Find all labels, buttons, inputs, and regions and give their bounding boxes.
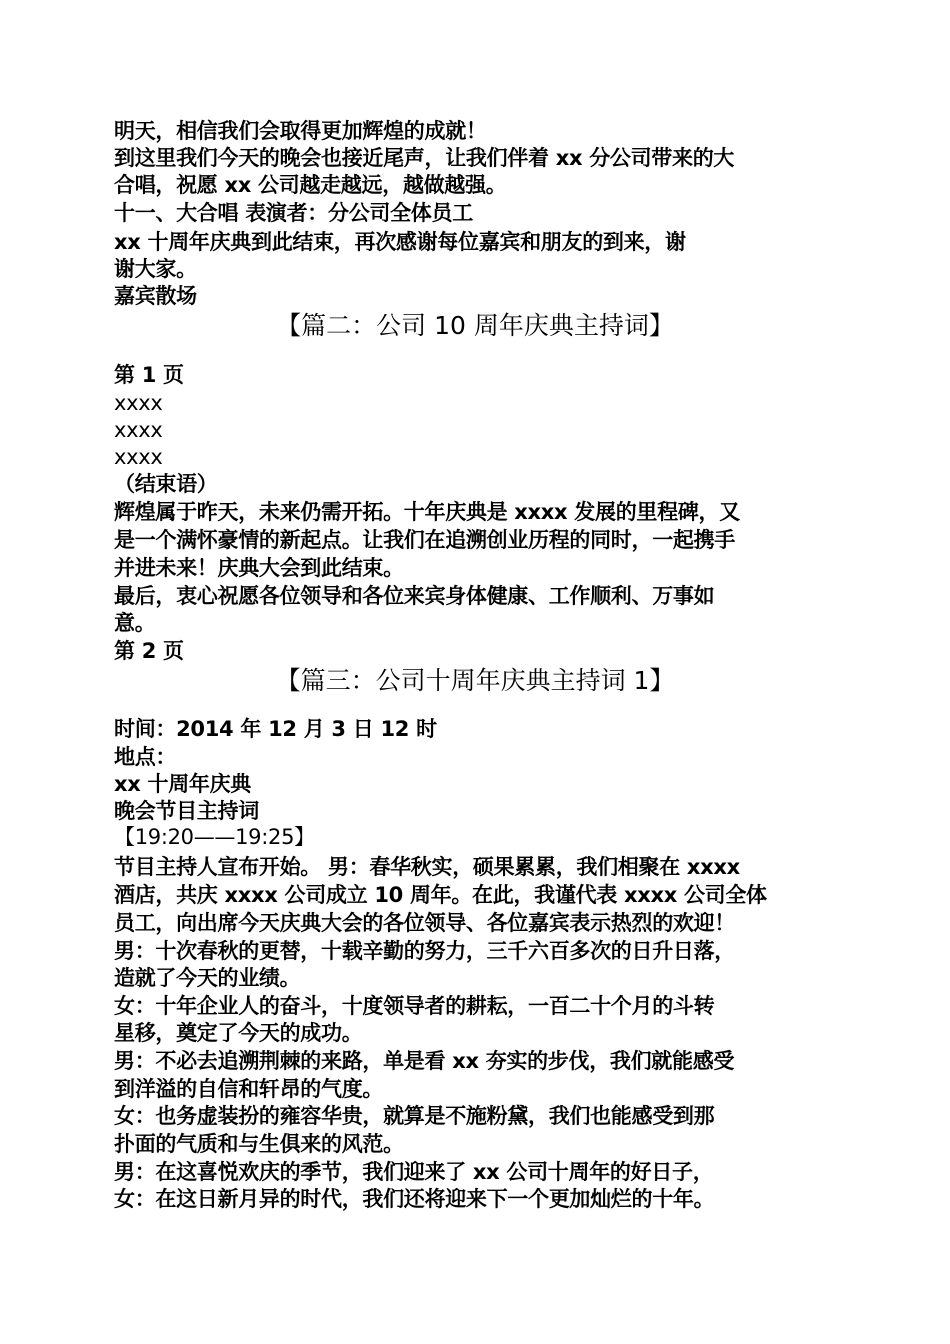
text-line: xx 十周年庆典到此结束，再次感谢每位嘉宾和朋友的到来，谢 (114, 230, 686, 254)
text-line: 合唱，祝愿 xx 公司越走越远，越做越强。 (114, 173, 507, 197)
text-line: 并进未来！庆典大会到此结束。 (114, 556, 404, 580)
text-line: 节目主持人宣布开始。 男：春华秋实，硕果累累，我们相聚在 xxxx (114, 855, 740, 879)
text-line: 员工，向出席今天庆典大会的各位领导、各位嘉宾表示热烈的欢迎！ (114, 911, 735, 935)
text-line: 时间：2014 年 12 月 3 日 12 时 (114, 717, 437, 741)
text-line: xxxx (114, 445, 163, 469)
text-line: 女：也务虚装扮的雍容华贵，就算是不施粉黛，我们也能感受到那 (114, 1104, 715, 1128)
text-line: 男：在这喜悦欢庆的季节，我们迎来了 xx 公司十周年的好日子， (114, 1160, 714, 1184)
section-heading-2: 【篇二：公司 10 周年庆典主持词】 (276, 311, 674, 340)
text-line: 意。 (114, 611, 156, 635)
text-line: 造就了今天的业绩。 (114, 966, 301, 990)
text-line: xx 十周年庆典 (114, 772, 252, 796)
text-line: 是一个满怀豪情的新起点。让我们在追溯创业历程的同时，一起携手 (114, 528, 735, 552)
page-marker: 第 1 页 (114, 363, 184, 387)
text-line: xxxx (114, 418, 163, 442)
text-line: 十一、大合唱 表演者：分公司全体员工 (114, 201, 473, 225)
text-line: 扑面的气质和与生俱来的风范。 (114, 1132, 404, 1156)
text-line: 【19:20——19:25】 (114, 825, 315, 849)
text-line: 女：十年企业人的奋斗，十度领导者的耕耘，一百二十个月的斗转 (114, 994, 715, 1018)
text-line: 地点： (114, 745, 177, 769)
text-line: （结束语） (114, 472, 218, 496)
text-line: 明天，相信我们会取得更加辉煌的成就！ (114, 119, 487, 143)
text-line: 男：不必去追溯荆棘的来路，单是看 xx 夯实的步伐，我们就能感受 (114, 1049, 735, 1073)
text-line: 到这里我们今天的晚会也接近尾声，让我们伴着 xx 分公司带来的大 (114, 146, 735, 170)
text-line: 辉煌属于昨天，未来仍需开拓。十年庆典是 xxxx 发展的里程碑，又 (114, 500, 740, 524)
text-line: 最后，衷心祝愿各位领导和各位来宾身体健康、工作顺利、万事如 (114, 584, 715, 608)
text-line: 男：十次春秋的更替，十载辛勤的努力，三千六百多次的日升日落， (114, 939, 735, 963)
page-marker: 第 2 页 (114, 639, 184, 663)
text-line: 晚会节目主持词 (114, 799, 259, 823)
text-line: xxxx (114, 391, 163, 415)
text-line: 酒店，共庆 xxxx 公司成立 10 周年。在此，我谨代表 xxxx 公司全体 (114, 883, 767, 907)
text-line: 到洋溢的自信和轩昂的气度。 (114, 1077, 384, 1101)
text-line: 星移，奠定了今天的成功。 (114, 1021, 363, 1045)
text-line: 女：在这日新月异的时代，我们还将迎来下一个更加灿烂的十年。 (114, 1187, 715, 1211)
text-line: 嘉宾散场 (114, 284, 197, 308)
section-heading-3: 【篇三：公司十周年庆典主持词 1】 (275, 666, 675, 695)
text-line: 谢大家。 (114, 257, 197, 281)
